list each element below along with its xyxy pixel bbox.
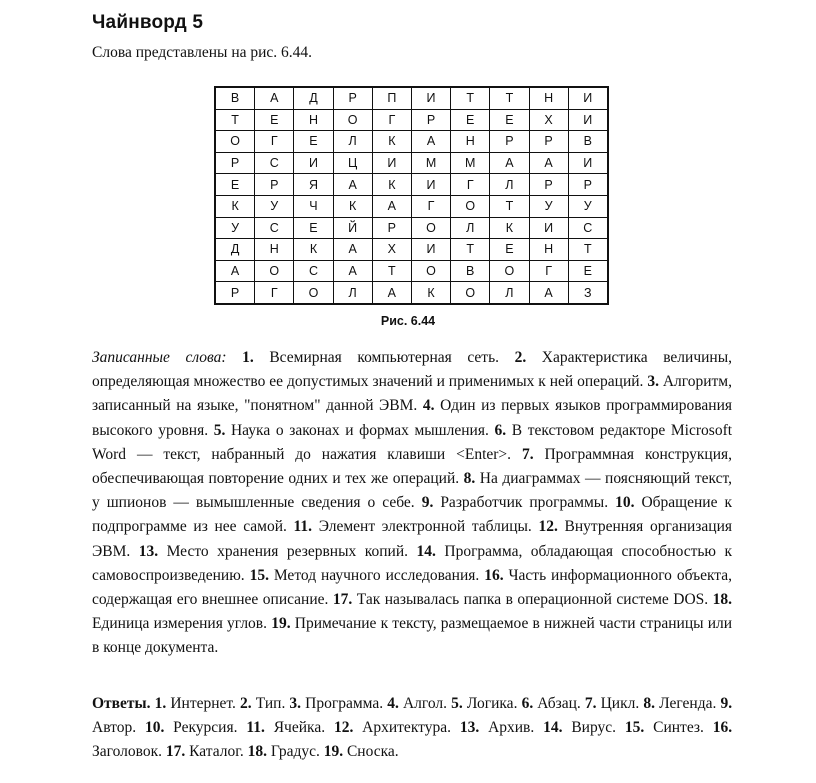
answer-number: 11.: [246, 719, 265, 737]
grid-row: [215, 217, 608, 239]
clues-intro: Записанные слова:: [92, 349, 227, 366]
letter-grid: [214, 86, 609, 305]
grid-cell: К: [372, 174, 411, 196]
grid-cell: И: [568, 152, 608, 174]
grid-cell: В: [451, 260, 490, 282]
grid-row: [215, 282, 608, 304]
clue-number: 2.: [514, 349, 527, 366]
clue-text: Один из первых языков программирования высокого уровня.: [92, 397, 733, 439]
clue-number: 7.: [521, 445, 534, 463]
grid-cell: Р: [215, 152, 255, 174]
grid-cell: Р: [215, 282, 255, 304]
clue-number: 15.: [249, 566, 269, 584]
grid-row: [215, 239, 608, 261]
grid-cell: О: [411, 217, 450, 239]
grid-cell: А: [372, 195, 411, 217]
answer-text: Каталог.: [189, 743, 244, 761]
grid-cell: С: [255, 152, 294, 174]
grid-cell: Т: [451, 87, 490, 109]
grid-cell: Й: [333, 217, 372, 239]
grid-cell: Л: [490, 174, 529, 196]
clue-number: 9.: [421, 494, 434, 512]
grid-cell: О: [255, 260, 294, 282]
grid-cell: Т: [215, 109, 255, 131]
grid-cell: Ц: [333, 152, 372, 174]
answer-text: Вирус.: [571, 719, 617, 737]
grid-cell: Н: [255, 239, 294, 261]
answer-number: 4.: [387, 695, 399, 712]
answer-number: 10.: [144, 719, 165, 737]
grid-cell: К: [372, 131, 411, 153]
answer-text: Тип.: [255, 695, 286, 712]
answer-number: 16.: [712, 719, 733, 737]
clue-text: Метод научного исследования.: [273, 566, 480, 584]
clue-number: 12.: [538, 518, 558, 536]
clue-number: 10.: [615, 494, 635, 512]
grid-cell: А: [215, 260, 255, 282]
grid-cell: Е: [451, 109, 490, 131]
clue-text: Единица измерения углов.: [92, 615, 267, 633]
grid-cell: А: [529, 282, 568, 304]
grid-cell: А: [490, 152, 529, 174]
answer-text: Программа.: [305, 695, 384, 712]
clue-text: Наука о законах и формах мышления.: [230, 421, 489, 439]
grid-row: [215, 152, 608, 174]
clue-number: 4.: [422, 397, 435, 415]
grid-cell: Л: [451, 217, 490, 239]
answer-number: 14.: [543, 719, 563, 737]
clue-number: 13.: [138, 542, 159, 560]
grid-cell: Р: [529, 174, 568, 196]
grid-cell: У: [215, 217, 255, 239]
answer-number: 2.: [240, 695, 252, 712]
answer-text: Интернет.: [170, 695, 236, 712]
grid-cell: Г: [372, 109, 411, 131]
grid-cell: Р: [333, 87, 372, 109]
answer-text: Цикл.: [600, 695, 640, 712]
answer-text: Ячейка.: [273, 719, 326, 737]
clue-text: Внутренняя организация ЭВМ.: [92, 518, 733, 560]
clue-text: Так называлась папка в операционной системе DOS.: [356, 591, 709, 609]
clue-text: Примечание к тексту, размещаемое в нижней части страницы или в конце документа.: [92, 615, 733, 657]
grid-cell: Т: [372, 260, 411, 282]
grid-cell: Г: [255, 282, 294, 304]
grid-cell: И: [372, 152, 411, 174]
clue-number: 6.: [494, 421, 507, 439]
grid-cell: О: [411, 260, 450, 282]
grid-cell: Е: [215, 174, 255, 196]
grid-cell: Е: [294, 217, 333, 239]
grid-cell: А: [411, 131, 450, 153]
answer-text: Заголовок.: [92, 743, 163, 761]
clue-text: На диаграммах — поясняющий текст, у шпионов — вымышленные сведения о себе.: [92, 470, 733, 512]
grid-cell: В: [568, 131, 608, 153]
grid-cell: Т: [568, 239, 608, 261]
answer-text: Синтез.: [653, 719, 704, 737]
page-title: Чайнворд 5: [92, 12, 204, 33]
grid-cell: Т: [490, 87, 529, 109]
grid-cell: Л: [490, 282, 529, 304]
answer-number: 15.: [624, 719, 645, 737]
clue-text: Программная конструкция, обеспечивающая повторение одних и тех же операций.: [92, 445, 732, 488]
answer-text: Логика.: [466, 695, 518, 712]
grid-cell: Р: [411, 109, 450, 131]
answer-text: Рекурсия.: [173, 719, 238, 737]
grid-cell: К: [215, 195, 255, 217]
grid-cell: К: [294, 239, 333, 261]
clue-text: Элемент электронной таблицы.: [318, 518, 532, 536]
answer-text: Абзац.: [537, 695, 581, 712]
grid-cell: О: [294, 282, 333, 304]
answer-number: 19.: [323, 743, 344, 761]
figure-caption: Рис. 6.44: [380, 314, 436, 328]
grid-cell: У: [529, 195, 568, 217]
grid-cell: Н: [294, 109, 333, 131]
clue-text: Программа, обладающая способностью к самовоспроизведению.: [92, 542, 733, 584]
grid-row: [215, 260, 608, 282]
grid-cell: К: [333, 195, 372, 217]
grid-cell: О: [215, 131, 255, 153]
answer-number: 17.: [165, 743, 186, 761]
subtitle: Слова представлены на рис. 6.44.: [92, 44, 313, 61]
grid-cell: Х: [529, 109, 568, 131]
clue-text: Обращение к подпрограмме из нее самой.: [92, 494, 732, 536]
grid-cell: Е: [255, 109, 294, 131]
answer-number: 3.: [289, 695, 302, 712]
grid-cell: И: [411, 174, 450, 196]
grid-cell: Е: [490, 109, 529, 131]
clues-paragraph: [92, 346, 732, 661]
grid-cell: О: [451, 195, 490, 217]
grid-cell: Д: [215, 239, 255, 261]
grid-cell: С: [568, 217, 608, 239]
grid-cell: З: [568, 282, 608, 304]
clue-number: 19.: [271, 615, 291, 633]
grid-cell: О: [333, 109, 372, 131]
grid-cell: У: [568, 195, 608, 217]
answer-text: Сноска.: [346, 743, 399, 761]
grid-cell: У: [255, 195, 294, 217]
clue-number: 16.: [484, 566, 504, 584]
grid-cell: А: [333, 260, 372, 282]
grid-row: [215, 174, 608, 196]
answer-number: 5.: [451, 695, 463, 712]
grid-cell: О: [490, 260, 529, 282]
answer-text: Архив.: [488, 719, 535, 737]
grid-cell: Д: [294, 87, 333, 109]
grid-cell: Е: [294, 131, 333, 153]
grid-cell: Н: [451, 131, 490, 153]
grid-cell: П: [372, 87, 411, 109]
answer-number: 6.: [521, 695, 534, 712]
answer-number: 1.: [154, 695, 167, 712]
grid-cell: Н: [529, 87, 568, 109]
grid-cell: Р: [490, 131, 529, 153]
grid-cell: Ч: [294, 195, 333, 217]
grid-cell: И: [294, 152, 333, 174]
grid-cell: Т: [451, 239, 490, 261]
grid-cell: Л: [333, 131, 372, 153]
grid-cell: К: [490, 217, 529, 239]
grid-cell: Я: [294, 174, 333, 196]
grid-cell: А: [333, 174, 372, 196]
grid-cell: И: [411, 87, 450, 109]
answer-text: Автор.: [92, 719, 137, 737]
answer-number: 12.: [333, 719, 354, 737]
clue-text: Разработчик программы.: [440, 494, 609, 512]
grid-cell: М: [411, 152, 450, 174]
grid-row: [215, 195, 608, 217]
answer-number: 9.: [720, 695, 733, 712]
answer-number: 18.: [247, 743, 267, 761]
grid-cell: Т: [490, 195, 529, 217]
grid-cell: А: [333, 239, 372, 261]
clue-text: Часть информационного объекта, содержащая его внешнее описание.: [92, 566, 733, 609]
clue-number: 14.: [416, 542, 436, 560]
grid-cell: Р: [568, 174, 608, 196]
grid-cell: Л: [333, 282, 372, 304]
grid-cell: И: [411, 239, 450, 261]
answer-text: Легенда.: [659, 695, 717, 712]
grid-cell: С: [255, 217, 294, 239]
clue-text: Алгоритм, записанный на языке, "понятном" данной ЭВМ.: [92, 373, 732, 415]
grid-cell: Е: [490, 239, 529, 261]
grid-cell: М: [451, 152, 490, 174]
grid-cell: С: [294, 260, 333, 282]
clue-number: 11.: [293, 518, 313, 536]
grid-cell: Г: [411, 195, 450, 217]
grid-cell: К: [411, 282, 450, 304]
clue-number: 1.: [242, 349, 254, 366]
grid-cell: И: [529, 217, 568, 239]
clue-text: Всемирная компьютерная сеть.: [269, 349, 500, 366]
grid-cell: А: [529, 152, 568, 174]
answer-text: Градус.: [270, 743, 320, 761]
clue-text: Место хранения резервных копий.: [166, 542, 408, 560]
answer-number: 8.: [643, 695, 655, 712]
answers-label: Ответы.: [92, 695, 151, 712]
grid-row: [215, 109, 608, 131]
grid-cell: О: [451, 282, 490, 304]
grid-cell: Р: [255, 174, 294, 196]
answer-number: 7.: [584, 695, 597, 712]
grid-cell: Х: [372, 239, 411, 261]
clue-number: 3.: [647, 373, 659, 391]
grid-cell: Е: [568, 260, 608, 282]
clue-text: В текстовом редакторе Microsoft Word — текст, набранный до нажатия клавиши <Enter>.: [92, 421, 733, 463]
grid-row: [215, 87, 608, 109]
grid-cell: Г: [451, 174, 490, 196]
answers-paragraph: [92, 692, 732, 765]
answer-number: 13.: [459, 719, 480, 737]
grid-cell: И: [568, 109, 608, 131]
answer-text: Алгол.: [402, 695, 448, 712]
grid-cell: Г: [529, 260, 568, 282]
answer-text: Архитектура.: [362, 719, 451, 737]
grid-cell: Р: [529, 131, 568, 153]
grid-row: [215, 131, 608, 153]
grid-cell: Р: [372, 217, 411, 239]
clue-number: 18.: [712, 591, 733, 609]
clue-number: 17.: [332, 591, 353, 609]
grid-cell: В: [215, 87, 255, 109]
clue-number: 8.: [463, 470, 476, 488]
grid-cell: Н: [529, 239, 568, 261]
grid-cell: А: [255, 87, 294, 109]
clue-text: Характеристика величины, определяющая множество ее допустимых значений и применимых к ней операций.: [92, 349, 733, 391]
grid-cell: А: [372, 282, 411, 304]
clue-number: 5.: [213, 421, 226, 439]
grid-cell: Г: [255, 131, 294, 153]
grid-cell: И: [568, 87, 608, 109]
